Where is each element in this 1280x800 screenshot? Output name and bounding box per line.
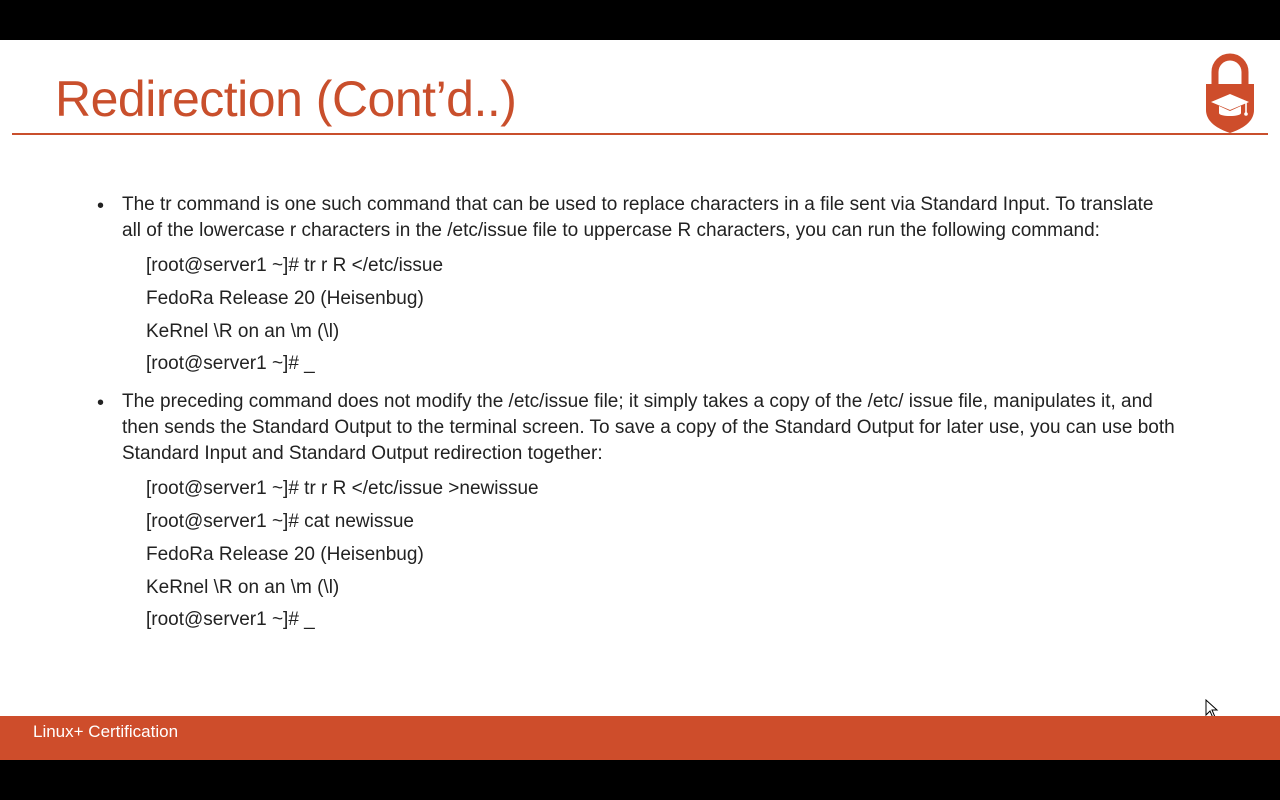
slide-title: Redirection (Cont’d..) xyxy=(55,71,517,127)
command-line: [root@server1 ~]# cat newissue xyxy=(146,510,414,532)
letterbox-bottom xyxy=(0,760,1280,800)
command-example xyxy=(146,473,1177,637)
slide-content xyxy=(97,192,1177,637)
slide xyxy=(0,40,1280,760)
command-line: FedoRa Release 20 (Heisenbug) xyxy=(146,543,424,565)
letterbox-top xyxy=(0,0,1280,40)
command-line: KeRnel \R on an \m (\l) xyxy=(146,320,340,342)
footer-label: Linux+ Certification xyxy=(33,722,179,741)
command-example xyxy=(146,250,1177,381)
bullet-item xyxy=(97,389,1177,637)
command-line: [root@server1 ~]# tr r R </etc/issue >newissue xyxy=(146,478,539,500)
title-divider xyxy=(12,133,1268,135)
bullet-marker: • xyxy=(97,195,105,217)
footer-bar xyxy=(0,716,1280,760)
command-line: [root@server1 ~]# _ xyxy=(146,353,315,375)
command-line: KeRnel \R on an \m (\l) xyxy=(146,576,340,598)
command-line: [root@server1 ~]# tr r R </etc/issue xyxy=(146,255,444,276)
command-line: FedoRa Release 20 (Heisenbug) xyxy=(146,287,424,309)
bullet-item xyxy=(97,192,1177,381)
lock-graduation-cap-icon xyxy=(1202,50,1258,134)
bullet-text: The tr command is one such command that can be used to replace characters in a file sent via Standard Input. To translate all of the lowercase r characters in the /etc/issue file to uppercase R characters, you can run the following command: xyxy=(122,194,1154,241)
command-line: [root@server1 ~]# _ xyxy=(146,609,315,631)
bullet-text: The preceding command does not modify the /etc/issue file; it simply takes a copy of the /etc/ issue file, manipulates it, and then sends the Standard Output to the terminal screen. To save a copy of the Standard Output for later use, you can use both Standard Input and Standard Output redirection together: xyxy=(122,391,1175,465)
bullet-marker: • xyxy=(97,392,105,415)
